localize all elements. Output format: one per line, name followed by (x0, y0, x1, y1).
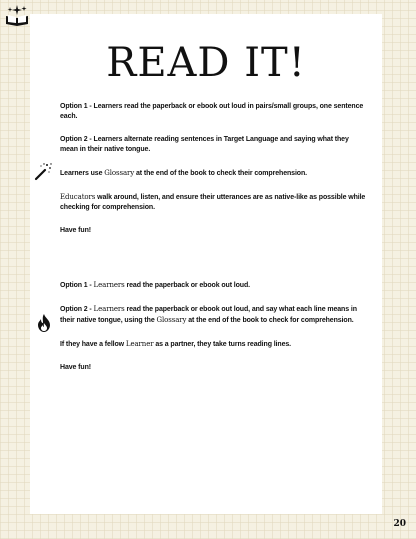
educators-text: walk around, listen, and ensure their utterances are as native-like as possible while checking for comprehension. (60, 194, 366, 211)
glossary-pre: Learners use (60, 170, 103, 177)
section1-have-fun: Have fun! (60, 227, 91, 234)
content-page (30, 14, 382, 514)
educators-word: Educators (60, 193, 96, 201)
section2-partner-note (60, 339, 366, 350)
learners-word: Learners (93, 281, 125, 289)
section-level-2 (60, 280, 366, 386)
section2-option1 (60, 280, 366, 291)
learners-word: Learners (93, 305, 125, 313)
section1-option2 (60, 135, 366, 155)
page-number: 20 (393, 519, 406, 529)
glossary-word: Glossary (156, 316, 187, 324)
section1-option1 (60, 102, 366, 122)
learner-word: Learner (125, 340, 154, 348)
book-stars-icon (4, 4, 30, 26)
partner-pre: If they have a fellow (60, 341, 125, 348)
section2-option2 (60, 304, 366, 326)
option2-label: Option 2 - (60, 306, 92, 313)
option2-text-b: at the end of the book to check for comprehension. (188, 317, 354, 324)
option1-text: Learners read the paperback or ebook out loud in pairs/small groups, one sentence each. (60, 103, 364, 120)
option1-text: read the paperback or ebook out loud. (126, 282, 250, 289)
option2-label: Option 2 - (60, 136, 92, 143)
glossary-post: at the end of the book to check their comprehension. (136, 170, 308, 177)
option1-label: Option 1 - (60, 282, 92, 289)
magic-wand-icon (33, 162, 53, 182)
option1-label: Option 1 - (60, 103, 92, 110)
section1-educators-note (60, 192, 366, 213)
partner-post: as a partner, they take turns reading lines. (155, 341, 292, 348)
glossary-word: Glossary (104, 169, 135, 177)
option2-text-a: read the paperback or ebook out loud, and say what each line means in their native tongue, using the (60, 306, 357, 324)
section2-have-fun: Have fun! (60, 364, 91, 371)
section-level-1 (60, 102, 366, 249)
page-title: READ IT! (106, 40, 306, 86)
fire-icon (36, 314, 52, 332)
section1-glossary-note (60, 168, 366, 179)
option2-text: Learners alternate reading sentences in Target Language and saying what they mean in their native tongue. (60, 136, 349, 153)
